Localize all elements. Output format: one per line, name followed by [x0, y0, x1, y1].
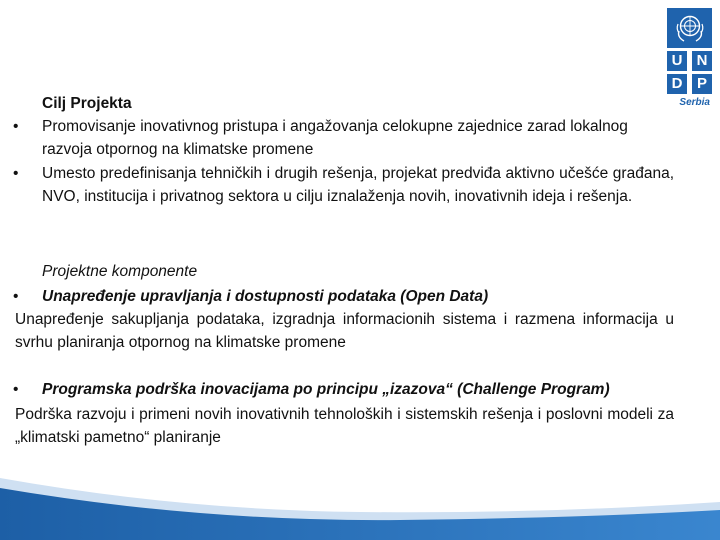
undp-logo: [667, 8, 712, 108]
bullet-marker: •: [13, 118, 19, 135]
bullet-marker: •: [13, 165, 19, 182]
logo-letter-u: U: [667, 51, 687, 71]
components-title: Projektne komponente: [42, 263, 198, 280]
component-1-body: Unapređenje sakupljanja podataka, izgradnja informacionih sistema i razmena informacija u svrhu planiranja otpornog na klimatske promene: [15, 311, 674, 351]
component-2-body: Podrška razvoju i primeni novih inovativnih tehnoloških i sistemskih rešenja i poslovni modeli za „klimatski pametno“ planiranje: [15, 406, 674, 446]
footer-wave: [0, 470, 720, 540]
undp-letters: [667, 51, 712, 94]
goal-title: Cilj Projekta: [42, 95, 132, 112]
un-emblem-svg: [673, 11, 707, 45]
bullet-marker: •: [13, 288, 19, 305]
goal-bullet-1-text: Promovisanje inovativnog pristupa i angažovanja celokupne zajednice zarad lokalnog razvoja otpornog na klimatske promene: [42, 118, 628, 158]
bullet-marker: •: [13, 381, 19, 398]
logo-country: Serbia: [679, 97, 710, 108]
component-2-heading: [0, 378, 720, 401]
goal-bullet-1: [0, 115, 720, 161]
un-emblem-icon: [667, 8, 712, 48]
logo-letter-n: N: [692, 51, 712, 71]
goal-bullet-2-text: Umesto predefinisanja tehničkih i drugih rešenja, projekat predviđa aktivno učešće građana, NVO, institucija i privatnog sektora u cilju iznalaženja novih, inovativnih ideja i rešenja.: [42, 165, 674, 205]
component-2-heading-text: Programska podrška inovacijama po principu „izazova“ (Challenge Program): [42, 381, 610, 398]
component-1-heading: [0, 285, 720, 308]
logo-letter-p: P: [692, 74, 712, 94]
goal-bullet-2: [0, 162, 720, 232]
logo-letter-d: D: [667, 74, 687, 94]
component-1-heading-text: Unapređenje upravljanja i dostupnosti podataka (Open Data): [42, 288, 489, 305]
